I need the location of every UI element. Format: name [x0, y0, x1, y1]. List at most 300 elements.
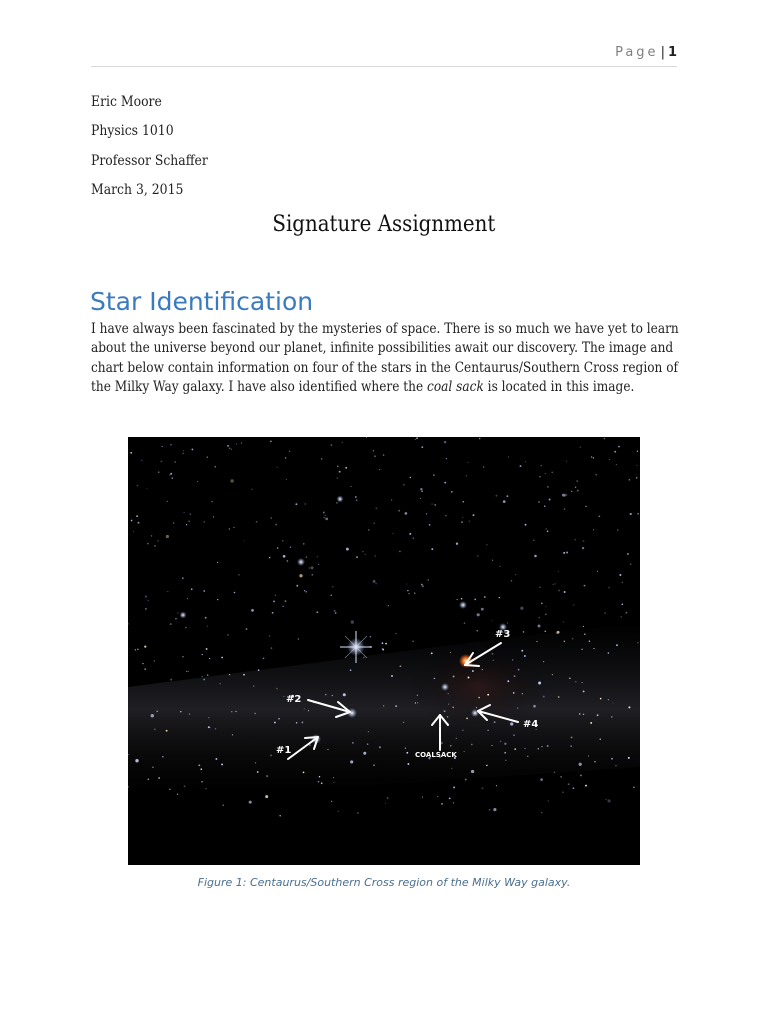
background-star: [554, 772, 555, 773]
background-star: [444, 482, 446, 484]
background-star: [421, 446, 423, 448]
background-star: [190, 514, 191, 515]
background-star: [499, 566, 500, 567]
background-star: [406, 583, 407, 584]
background-star: [597, 571, 598, 572]
background-star: [409, 533, 411, 535]
background-star: [208, 726, 210, 728]
background-star: [275, 594, 277, 596]
background-star: [227, 445, 229, 447]
background-star: [244, 540, 245, 541]
background-star: [482, 787, 484, 789]
background-star: [456, 543, 458, 545]
background-star: [338, 811, 339, 812]
background-star: [174, 461, 175, 462]
background-star: [608, 587, 609, 588]
background-star: [584, 585, 586, 587]
star-field-image: [128, 437, 640, 865]
background-star: [266, 775, 268, 777]
background-star: [154, 729, 156, 731]
background-star: [336, 502, 337, 503]
background-star: [566, 552, 568, 554]
background-star: [462, 517, 463, 518]
background-star: [403, 484, 404, 485]
background-star: [608, 799, 611, 802]
background-star: [147, 543, 148, 544]
background-star: [175, 618, 176, 619]
background-star: [273, 600, 275, 602]
background-star: [633, 786, 635, 788]
background-star: [391, 499, 392, 500]
background-star: [133, 531, 134, 532]
background-star: [346, 548, 349, 551]
background-star: [637, 513, 639, 515]
background-star: [545, 528, 547, 530]
background-star: [525, 461, 526, 462]
background-star: [137, 649, 138, 650]
background-star: [231, 711, 232, 712]
background-star: [337, 477, 338, 478]
background-star: [515, 574, 516, 575]
background-star: [549, 499, 551, 501]
background-star: [171, 477, 173, 479]
background-star: [541, 746, 542, 747]
background-star: [308, 710, 309, 711]
intro-paragraph: [91, 320, 679, 398]
background-star: [580, 774, 582, 776]
background-star: [306, 556, 308, 558]
background-star: [221, 763, 223, 765]
background-star: [290, 547, 291, 548]
background-star: [579, 763, 582, 766]
background-star: [407, 763, 409, 765]
background-star: [410, 477, 411, 478]
background-star: [215, 758, 217, 760]
background-star: [282, 540, 283, 541]
background-star: [287, 560, 289, 562]
background-star: [220, 683, 221, 684]
background-star: [180, 711, 181, 712]
background-star: [441, 803, 443, 805]
background-star: [373, 450, 374, 451]
background-star: [571, 491, 572, 492]
background-star: [367, 743, 369, 745]
paragraph-text: is located in this image.: [483, 379, 635, 396]
background-star: [507, 680, 509, 682]
background-star: [278, 718, 280, 720]
background-star: [207, 457, 208, 458]
background-star: [373, 765, 374, 766]
author-name: Eric Moore: [91, 94, 162, 110]
background-star: [142, 663, 143, 664]
background-star: [434, 678, 436, 680]
background-star: [533, 705, 536, 708]
background-star: [334, 610, 336, 612]
background-star: [208, 717, 210, 719]
background-star: [230, 479, 233, 482]
background-star: [154, 545, 156, 547]
background-star: [388, 605, 389, 606]
label-star-4: #4: [523, 719, 539, 730]
background-star: [135, 759, 138, 762]
background-star: [368, 731, 369, 732]
background-star: [333, 782, 334, 783]
background-star: [636, 465, 637, 466]
background-star: [417, 695, 418, 696]
background-star: [318, 564, 319, 565]
background-star: [207, 625, 209, 627]
star-minor: [337, 496, 344, 503]
background-star: [630, 513, 632, 515]
background-star: [462, 729, 463, 730]
background-star: [335, 612, 337, 614]
background-star: [552, 674, 553, 675]
background-star: [345, 467, 347, 469]
background-star: [628, 706, 630, 708]
background-star: [513, 734, 515, 736]
background-star: [309, 744, 310, 745]
page-number: [615, 45, 677, 60]
background-star: [472, 670, 474, 672]
background-star: [611, 758, 613, 760]
background-star: [614, 451, 616, 453]
paragraph-line: [91, 378, 635, 397]
document-title-text: Signature Assignment: [272, 212, 496, 237]
background-star: [461, 521, 462, 522]
background-star: [277, 467, 278, 468]
background-star: [593, 648, 594, 649]
background-star: [568, 783, 570, 785]
background-star: [214, 466, 216, 468]
background-star: [289, 451, 290, 452]
background-star: [198, 764, 200, 766]
background-star: [201, 781, 203, 783]
background-star: [148, 778, 150, 780]
background-star: [619, 574, 621, 576]
background-star: [235, 711, 236, 712]
background-star: [217, 562, 218, 563]
background-star: [514, 675, 516, 677]
background-star: [325, 518, 328, 521]
background-star: [184, 785, 186, 787]
background-star: [556, 632, 557, 633]
background-star: [238, 574, 240, 576]
background-star: [487, 694, 489, 696]
background-star: [416, 437, 418, 439]
background-star: [444, 441, 446, 443]
background-star: [170, 679, 172, 681]
label-star-3: #3: [495, 629, 511, 640]
background-star: [357, 812, 358, 813]
background-star: [492, 653, 494, 655]
background-star: [258, 669, 260, 671]
background-star: [170, 623, 172, 625]
background-star: [351, 620, 354, 623]
background-star: [186, 671, 187, 672]
star-minor: [441, 683, 449, 691]
background-star: [169, 789, 170, 790]
background-star: [166, 730, 168, 732]
background-star: [520, 607, 523, 610]
paragraph-line: chart below contain information on four of the stars in the Centaurus/Southern Cross region of: [91, 359, 679, 376]
background-star: [545, 613, 547, 615]
background-star: [503, 500, 506, 503]
background-star: [576, 480, 578, 482]
background-star: [464, 622, 465, 623]
background-star: [547, 531, 549, 533]
background-star: [275, 524, 277, 526]
background-star: [484, 596, 486, 598]
background-star: [571, 736, 573, 738]
background-star: [269, 557, 271, 559]
background-star: [547, 486, 549, 488]
star-field-svg: [128, 437, 640, 865]
professor-name: Professor Schaffer: [91, 153, 208, 169]
background-star: [469, 521, 470, 522]
background-star: [500, 741, 502, 743]
background-star: [403, 722, 404, 723]
background-star: [249, 801, 252, 804]
background-star: [483, 466, 484, 467]
background-star: [608, 652, 610, 654]
background-star: [536, 641, 537, 642]
background-star: [383, 454, 384, 455]
background-star: [597, 714, 599, 716]
background-star: [385, 803, 386, 804]
background-star: [274, 722, 276, 724]
background-star: [343, 693, 346, 696]
background-star: [355, 496, 357, 498]
background-star: [321, 458, 322, 459]
background-star: [392, 533, 393, 534]
background-star: [499, 597, 500, 598]
background-star: [504, 752, 506, 754]
background-star: [182, 453, 183, 454]
background-star: [375, 507, 377, 509]
background-star: [270, 754, 272, 756]
background-star: [339, 471, 341, 473]
section-heading: Star Identification: [90, 287, 314, 316]
background-star: [538, 501, 540, 503]
background-star: [263, 657, 265, 659]
background-star: [492, 560, 493, 561]
background-star: [298, 638, 299, 639]
background-star: [493, 808, 496, 811]
background-star: [234, 592, 236, 594]
background-star: [304, 708, 305, 709]
background-star: [477, 613, 480, 616]
background-star: [170, 473, 172, 475]
background-star: [589, 640, 591, 642]
background-star: [136, 515, 138, 517]
star-minor: [180, 612, 187, 619]
background-star: [612, 702, 613, 703]
background-star: [581, 648, 583, 650]
background-star: [524, 655, 526, 657]
background-star: [577, 490, 579, 492]
background-star: [206, 648, 208, 650]
background-star: [162, 446, 163, 447]
background-star: [283, 696, 284, 697]
background-star: [301, 721, 303, 723]
background-star: [557, 631, 560, 634]
background-star: [627, 553, 629, 555]
background-star: [277, 547, 278, 548]
background-star: [545, 606, 546, 607]
background-star: [591, 456, 592, 457]
paragraph-line: I have always been fascinated by the mysteries of space. There is so much we have yet to learn: [91, 321, 679, 337]
background-star: [131, 520, 133, 522]
background-star: [462, 501, 464, 503]
background-star: [628, 757, 630, 759]
background-star: [317, 556, 318, 557]
background-star: [379, 746, 381, 748]
background-star: [541, 812, 543, 814]
background-star: [405, 747, 406, 748]
page-label: Page: [615, 45, 659, 60]
background-star: [585, 785, 587, 787]
background-star: [544, 630, 546, 632]
document-date: March 3, 2015: [91, 182, 184, 198]
background-star: [271, 647, 272, 648]
background-star: [272, 612, 274, 614]
background-star: [158, 777, 160, 779]
background-star: [270, 517, 272, 519]
background-star: [538, 748, 539, 749]
background-star: [543, 661, 544, 662]
background-star: [481, 608, 484, 611]
background-star: [407, 590, 408, 591]
background-star: [382, 649, 384, 651]
background-star: [316, 611, 318, 613]
background-star: [205, 617, 207, 619]
background-star: [375, 583, 377, 585]
background-star: [461, 598, 463, 600]
background-star: [429, 524, 431, 526]
background-star: [569, 678, 571, 680]
background-star: [286, 479, 287, 480]
background-star: [305, 503, 306, 504]
background-star: [539, 586, 541, 588]
background-star: [331, 801, 332, 802]
background-star: [599, 515, 601, 517]
background-star: [342, 442, 344, 444]
background-star: [265, 795, 268, 798]
background-star: [363, 752, 366, 755]
background-star: [582, 547, 584, 549]
background-star: [303, 543, 304, 544]
background-star: [398, 510, 400, 512]
background-star: [518, 669, 520, 671]
background-star: [185, 627, 187, 629]
background-star: [299, 574, 302, 577]
background-star: [362, 551, 363, 552]
background-star: [538, 682, 541, 685]
star-minor: [297, 558, 305, 566]
background-star: [415, 439, 416, 440]
background-star: [524, 748, 526, 750]
background-star: [491, 745, 492, 746]
background-star: [421, 584, 423, 586]
background-star: [573, 787, 575, 789]
background-star: [583, 714, 585, 716]
background-star: [494, 721, 496, 723]
background-star: [197, 481, 198, 482]
background-star: [496, 495, 498, 497]
background-star: [170, 444, 171, 445]
background-star: [553, 584, 554, 585]
background-star: [399, 551, 401, 553]
document-title: [0, 212, 768, 237]
background-star: [188, 520, 190, 522]
background-star: [152, 766, 154, 768]
background-star: [209, 727, 210, 728]
background-star: [285, 600, 287, 602]
background-star: [504, 743, 506, 745]
background-star: [511, 580, 512, 581]
background-star: [630, 564, 631, 565]
background-star: [547, 745, 549, 747]
background-star: [182, 577, 184, 579]
background-star: [182, 656, 183, 657]
background-star: [508, 456, 509, 457]
background-star: [318, 781, 320, 783]
background-star: [363, 657, 365, 659]
background-star: [487, 730, 488, 731]
background-star: [232, 734, 233, 735]
background-star: [215, 728, 216, 729]
background-star: [449, 798, 451, 800]
background-star: [540, 778, 543, 781]
background-star: [350, 669, 352, 671]
background-star: [295, 503, 297, 505]
background-star: [471, 744, 473, 746]
background-star: [465, 779, 467, 781]
background-star: [296, 722, 298, 724]
background-star: [324, 515, 326, 517]
background-star: [456, 738, 457, 739]
background-star: [282, 606, 283, 607]
background-star: [427, 579, 429, 581]
background-star: [415, 702, 416, 703]
background-star: [330, 444, 332, 446]
background-star: [447, 716, 449, 718]
background-star: [621, 616, 623, 618]
background-star: [350, 760, 353, 763]
background-star: [325, 694, 327, 696]
figure-caption: Figure 1: Centaurus/Southern Cross region of the Milky Way galaxy.: [197, 876, 571, 889]
background-star: [514, 748, 516, 750]
background-star: [431, 548, 433, 550]
background-star: [590, 722, 592, 724]
background-star: [332, 586, 333, 587]
background-star: [422, 797, 423, 798]
background-star: [167, 591, 168, 592]
background-star: [478, 697, 480, 699]
background-star: [323, 517, 324, 518]
background-star: [595, 474, 597, 476]
background-star: [464, 751, 465, 752]
background-star: [212, 501, 213, 502]
course-name: Physics 1010: [91, 123, 174, 139]
background-star: [551, 472, 552, 473]
background-star: [636, 477, 638, 479]
background-star: [558, 590, 560, 592]
background-star: [489, 809, 491, 811]
background-star: [184, 512, 185, 513]
background-star: [321, 782, 323, 784]
background-star: [448, 704, 449, 705]
